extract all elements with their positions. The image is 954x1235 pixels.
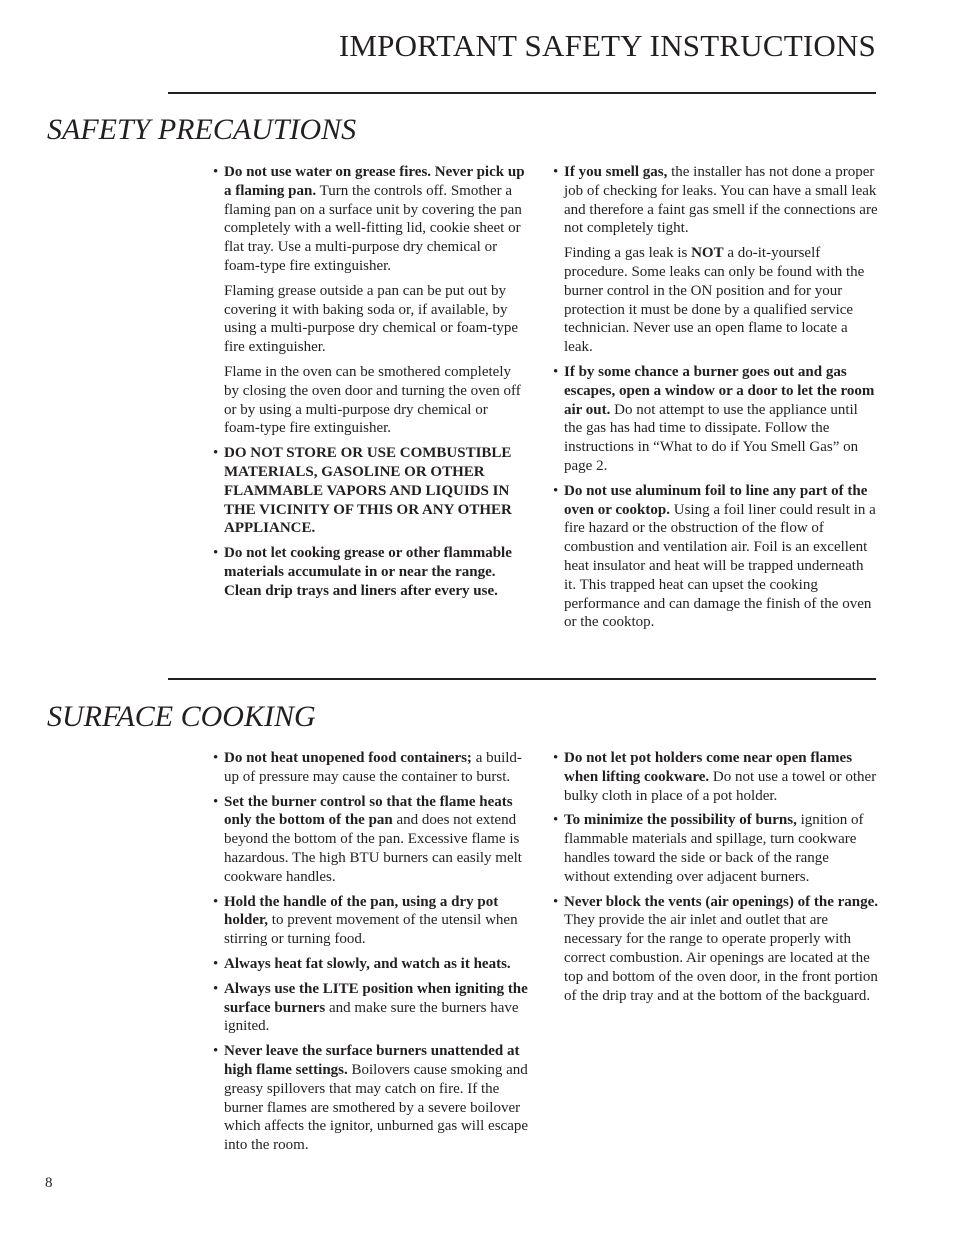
bullet-aluminum-foil	[553, 482, 878, 632]
bullet-unattended-burners	[213, 1042, 533, 1155]
bullet-bold-lead: Never leave the surface burners unattended at high flame settings.	[224, 1043, 520, 1078]
bullet-text: Boilovers cause smoking and greasy spillovers that may catch on fire. If the burner flames are smothered by a severe boilover which affects the ignitor, unburned gas will escape into the room.	[224, 1061, 529, 1154]
top-divider	[168, 92, 876, 94]
bullet-bold-lead: Do not let pot holders come near open flames when lifting cookware.	[564, 750, 853, 785]
bullet-text: Turn the controls off. Smother a flaming pan on a surface unit by covering the pan completely with a well-fitting lid, cookie sheet or flat tray. Use a multi-purpose dry chemical or foam-type fire extinguisher.	[224, 182, 522, 274]
bullet-block-vents	[553, 893, 878, 1006]
bullet-bold-lead: Set the burner control so that the flame heats only the bottom of the pan	[224, 793, 513, 829]
bullet-bold-lead: If by some chance a burner goes out and gas escapes, open a window or a door to let the room air out.	[564, 363, 875, 418]
bullet-minimize-burns	[553, 811, 878, 886]
bullet-burner-goes-out	[553, 363, 878, 476]
bullet-bold-lead: Do not let cooking grease or other flammable materials accumulate in or near the range. Clean drip trays and liners after every use.	[224, 545, 512, 599]
bullet-text: Using a foil liner could result in a fire hazard or the obstruction of the flow of combustion and ventilation air. Foil is an excellent heat insulator and heat will be trapped underneath it. This trapped heat can upset the cooking performance and can damage the finish of the oven or the cooktop.	[564, 501, 876, 631]
bullet-bold-lead: Do not use water on grease fires. Never pick up a flaming pan.	[224, 164, 525, 199]
paragraph-oven-flame: Flame in the oven can be smothered completely by closing the oven door and turning the oven off or by using a multi-purpose dry chemical or foam-type fire extinguisher.	[224, 363, 521, 437]
bullet-text: ignition of flammable materials and spillage, turn cookware handles toward the side or back of the range without extending over adjacent burners.	[564, 812, 864, 885]
safety-precautions-right-column	[553, 163, 878, 638]
bullet-bold-lead: Do not use aluminum foil to line any part of the oven or cooktop.	[564, 482, 868, 518]
bullet-text: Do not attempt to use the appliance until the gas has had time to dissipate. Follow the instructions in “What to do if You Smell Gas” on page 2.	[564, 401, 859, 474]
surface-cooking-left-column	[213, 749, 533, 1161]
paragraph-bold: NOT	[691, 245, 724, 262]
bullet-pan-handle	[213, 893, 533, 949]
bullet-bold-lead: DO NOT STORE OR USE COMBUSTIBLE MATERIALS, GASOLINE OR OTHER FLAMMABLE VAPORS AND LIQUIDS IN THE VICINITY OF THIS OR ANY OTHER APPLIANCE.	[224, 445, 512, 537]
safety-precautions-left-column	[213, 163, 525, 607]
bullet-bold-lead: Always heat fat slowly, and watch as it heats.	[224, 955, 511, 972]
bullet-lite-position	[213, 980, 533, 1036]
bullet-bold-lead: To minimize the possibility of burns,	[564, 812, 797, 829]
bullet-bold-lead: Never block the vents (air openings) of the range.	[564, 893, 879, 910]
bullet-text: the installer has not done a proper job of checking for leaks. You can have a small leak and therefore a faint gas smell if the connections are not completely tight.	[564, 164, 878, 237]
bullet-combustible-materials	[213, 444, 525, 538]
bullet-text: Do not use a towel or other bulky cloth in place of a pot holder.	[564, 768, 877, 804]
bullet-text: a build-up of pressure may cause the container to burst.	[224, 750, 522, 785]
bullet-burner-control	[213, 793, 533, 887]
surface-cooking-heading: SURFACE COOKING	[47, 700, 316, 733]
bullet-bold-lead: Do not heat unopened food containers;	[224, 750, 472, 766]
bullet-text: and does not extend beyond the bottom of the pan. Excessive flame is hazardous. The high BTU burners can easily melt cookware handles.	[224, 812, 522, 885]
bullet-text: to prevent movement of the utensil when stirring or turning food.	[224, 912, 518, 948]
paragraph-text: a do-it-yourself procedure. Some leaks can only be found with the burner control in the ON position and for your protection it must be done by a qualified service technician. Never use an open flame to locate a leak.	[564, 245, 865, 356]
bullet-bold-lead: If you smell gas,	[564, 164, 668, 180]
bullet-text: They provide the air inlet and outlet that are necessary for the range to operate properly with correct combustion. Air openings are located at the top and bottom of the oven door, in the front portion of the drip tray and at the bottom of the backguard.	[564, 912, 878, 1004]
bullet-unopened-containers	[213, 749, 533, 787]
bullet-cooking-grease	[213, 544, 525, 600]
page-title: IMPORTANT SAFETY INSTRUCTIONS	[338, 28, 876, 63]
paragraph-gas-leak	[553, 244, 878, 357]
section-divider	[168, 678, 876, 680]
bullet-bold-lead: Always use the LITE position when igniting the surface burners	[224, 980, 528, 1016]
paragraph-flaming-grease: Flaming grease outside a pan can be put out by covering it with baking soda or, if available, by using a multi-purpose dry chemical or foam-type fire extinguisher.	[224, 282, 519, 356]
bullet-bold-lead: Hold the handle of the pan, using a dry pot holder,	[224, 893, 499, 929]
bullet-heat-fat	[213, 955, 533, 974]
bullet-smell-gas	[553, 163, 878, 238]
bullet-pot-holders	[553, 749, 878, 805]
safety-precautions-heading: SAFETY PRECAUTIONS	[47, 113, 357, 146]
paragraph-text: Finding a gas leak is	[564, 245, 692, 262]
bullet-grease-fires	[213, 163, 525, 276]
page-number: 8	[45, 1175, 53, 1191]
bullet-text: and make sure the burners have ignited.	[224, 999, 519, 1035]
surface-cooking-right-column	[553, 749, 878, 1011]
